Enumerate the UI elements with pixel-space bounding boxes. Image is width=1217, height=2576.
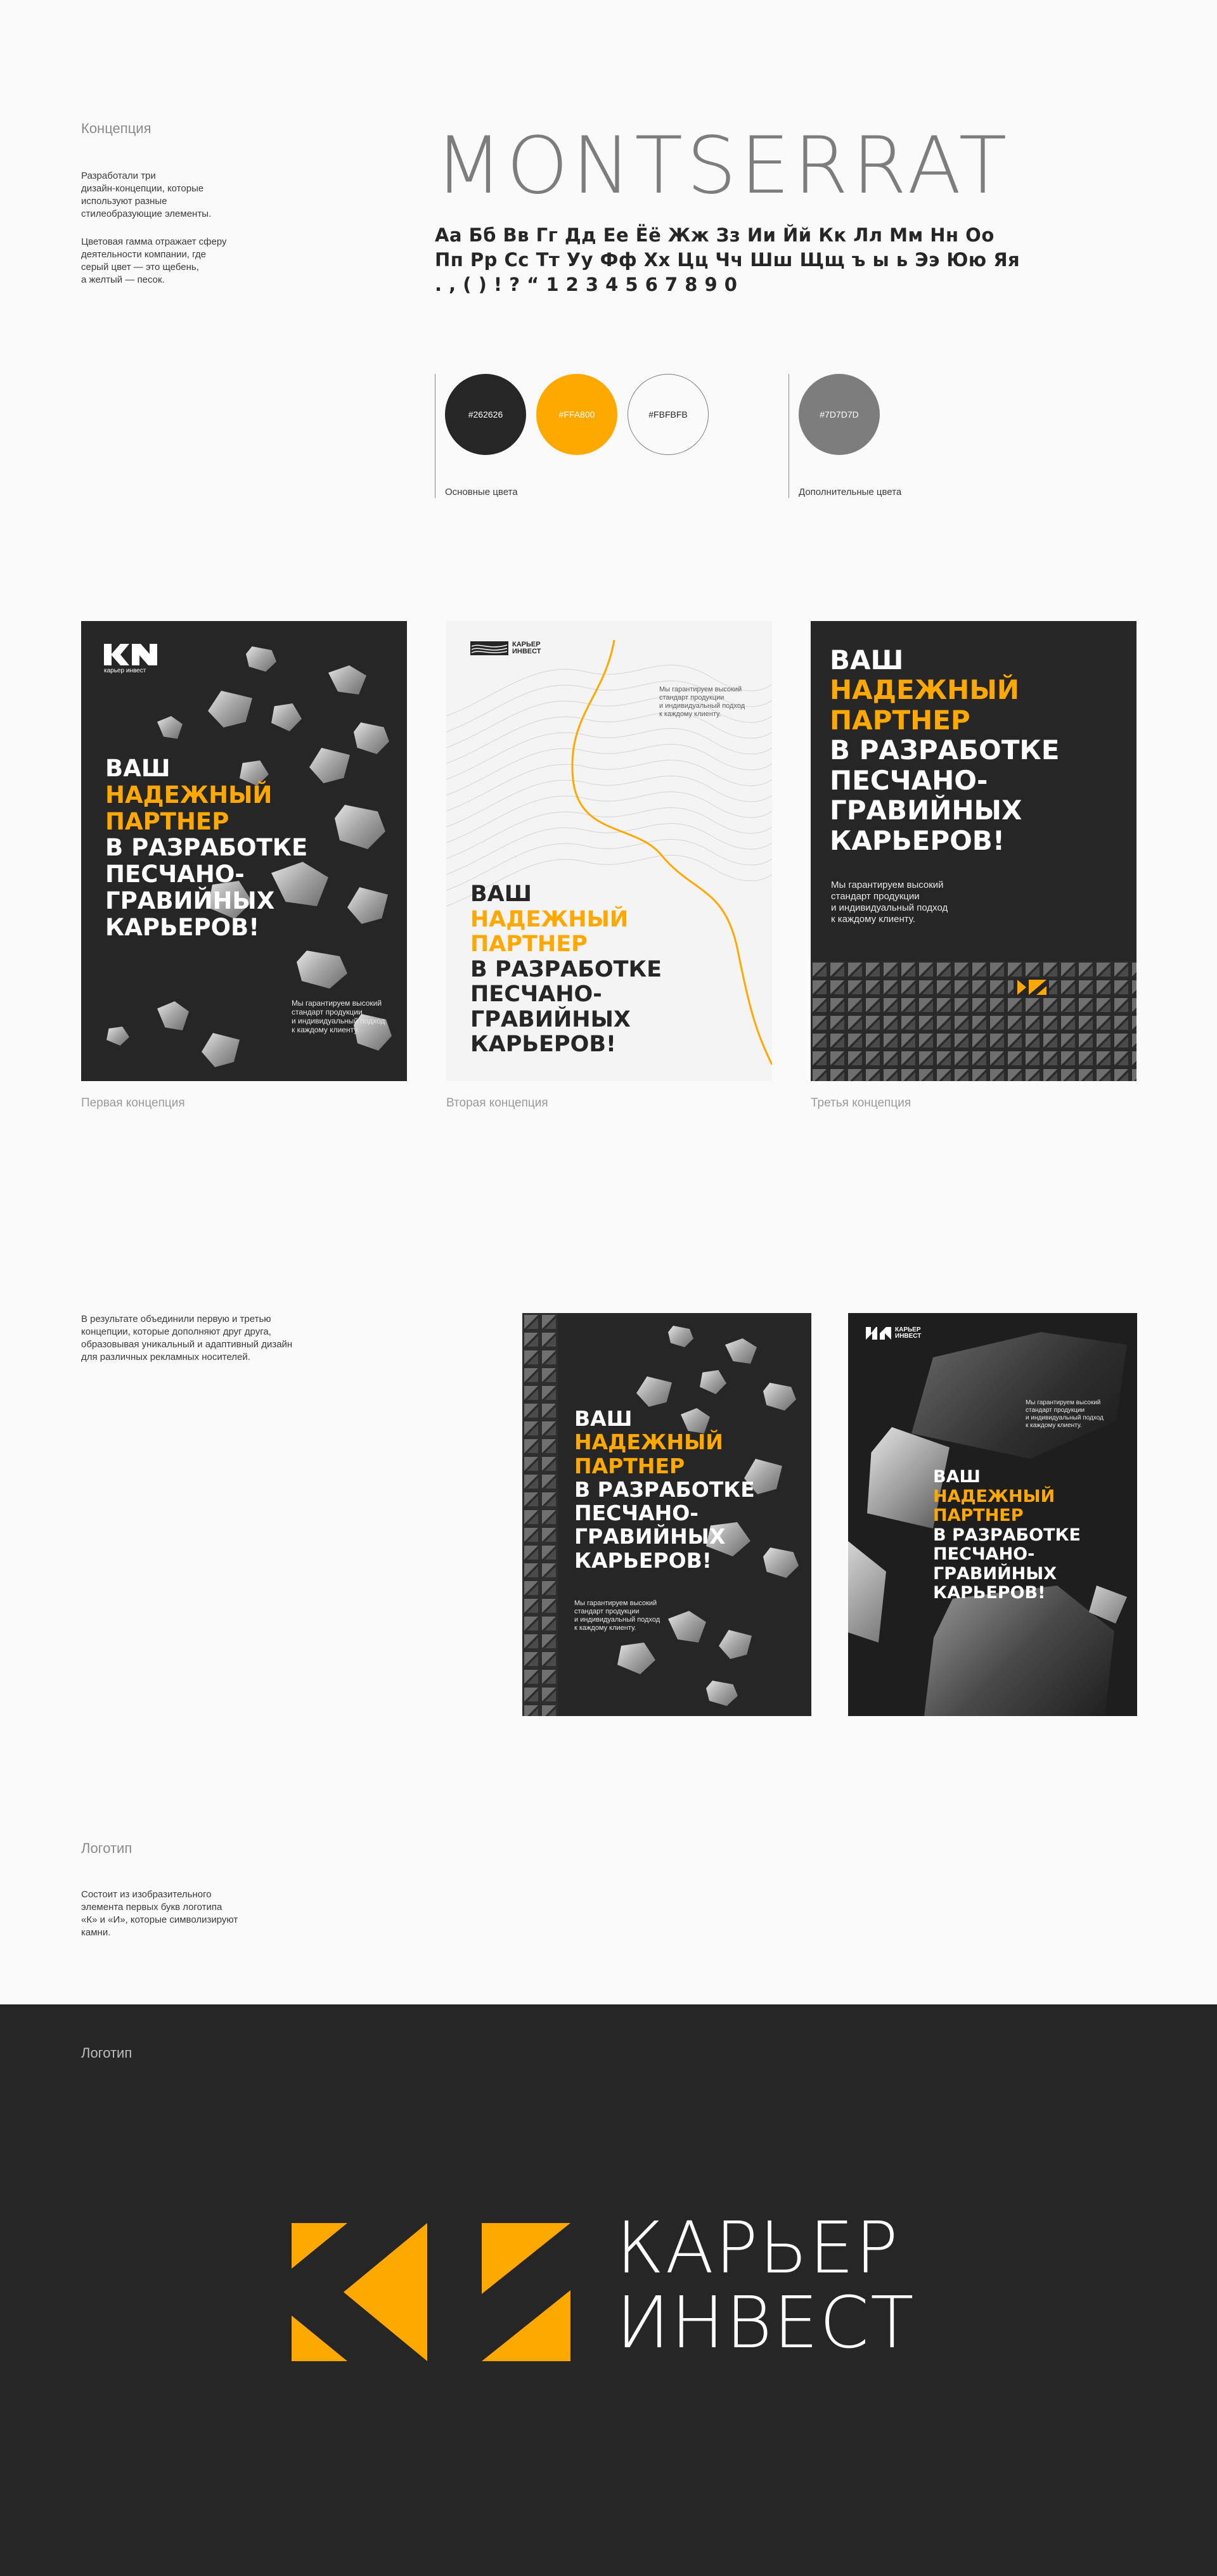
logo-mark-icon xyxy=(104,644,157,665)
rock-image xyxy=(271,703,302,731)
rock-image xyxy=(700,1370,726,1394)
concept-paragraph-1: Разработали три дизайн-концепции, которые используют разные стилеобразующие элементы. xyxy=(81,170,212,219)
rock-image xyxy=(202,1033,240,1067)
poster-headline: ВАШ НАДЕЖНЫЙ ПАРТНЕР В РАЗРАБОТКЕ ПЕСЧАНО- ГРАВИЙНЫХ КАРЬЕРОВ! xyxy=(830,644,1060,856)
poster-combined-2 xyxy=(848,1313,1137,1716)
rock-image xyxy=(354,722,389,754)
logo-section xyxy=(0,2004,1217,2576)
main-colors-caption: Основные цвета xyxy=(445,487,518,497)
logo-intro-title: Логотип xyxy=(81,1840,132,1856)
rock-image xyxy=(848,1541,886,1643)
rock-image xyxy=(208,691,252,727)
logo-section-title: Логотип xyxy=(81,2045,132,2061)
concept-caption-2: Вторая концепция xyxy=(446,1096,548,1110)
rock-image xyxy=(335,805,385,849)
poster-combined-1 xyxy=(522,1313,811,1716)
concept-section xyxy=(0,0,1217,621)
poster-subtext: Мы гарантируем высокий стандарт продукции и индивидуальный подход к каждому клиенту. xyxy=(574,1599,660,1632)
color-swatch-light: #FBFBFB xyxy=(628,374,709,455)
rock-image xyxy=(636,1376,672,1407)
poster-headline: ВАШ НАДЕЖНЫЙ ПАРТНЕР В РАЗРАБОТКЕ ПЕСЧАНО- ГРАВИЙНЫХ КАРЬЕРОВ! xyxy=(105,755,308,941)
poster-concept-3 xyxy=(811,621,1137,1081)
poster-concept-1 xyxy=(81,621,407,1081)
concept-title: Концепция xyxy=(81,120,151,136)
logo-intro-text: Состоит из изобразительного элемента первых букв логотипа «К» и «И», которые символизируют камни. xyxy=(81,1889,238,1938)
triangle-pattern-graphic xyxy=(811,961,1137,1081)
poster-subtext: Мы гарантируем высокий стандарт продукции и индивидуальный подход к каждому клиенту. xyxy=(1026,1399,1104,1429)
logo-symbol-icon xyxy=(292,2223,570,2361)
logo-waves-icon xyxy=(470,641,508,655)
rock-image xyxy=(328,665,366,695)
rock-image xyxy=(246,646,276,672)
color-swatch-dark: #262626 xyxy=(445,374,526,455)
rock-image xyxy=(617,1643,655,1674)
rock-image xyxy=(668,1326,693,1347)
rock-image xyxy=(924,1586,1114,1716)
rock-image xyxy=(309,748,350,783)
color-swatch-orange: #FFA800 xyxy=(536,374,617,455)
result-text: В результате объединили первую и третью концепции, которые дополняют друг друга, образовывая уникальный и адаптивный дизайн для различных рекламных носителей. xyxy=(81,1314,293,1362)
poster-subtext: Мы гарантируем высокий стандарт продукции и индивидуальный подход к каждому клиенту. xyxy=(659,686,745,718)
concept-caption-1: Первая концепция xyxy=(81,1096,185,1110)
concept-caption-3: Третья концепция xyxy=(811,1096,911,1110)
concept-paragraph-2: Цветовая гамма отражает сферу деятельности компании, где серый цвет — это щебень, а желтый — песок. xyxy=(81,236,227,285)
font-alphabet: Аа Бб Вв Гг Дд Ее Ёё Жж Зз Ии Йй Кк Лл Мм Нн Оо Пп Рр Сс Тт Уу Фф Хх Цц Чч Шш Щщ ъ ы ь Ээ Юю Яя . , ( ) ! ? “ 1 2 3 4 5 6 7 8 9 0 xyxy=(435,224,1021,295)
rock-image xyxy=(157,1001,189,1030)
logo-mark-icon xyxy=(866,1327,891,1340)
poster-subtext: Мы гарантируем высокий стандарт продукции и индивидуальный подход к каждому клиенту. xyxy=(831,880,948,925)
logo-wordmark: КАРЬЕР ИНВЕСТ xyxy=(616,2207,915,2364)
poster-concept-2 xyxy=(446,621,772,1081)
poster-headline: ВАШ НАДЕЖНЫЙ ПАРТНЕР В РАЗРАБОТКЕ ПЕСЧАНО- ГРАВИЙНЫХ КАРЬЕРОВ! xyxy=(933,1467,1081,1603)
extra-colors-caption: Дополнительные цвета xyxy=(799,487,902,497)
rock-image xyxy=(347,887,388,924)
rock-image xyxy=(706,1681,738,1706)
font-name: MONTSERRAT xyxy=(435,120,1011,212)
side-triangle-pattern-graphic xyxy=(522,1313,558,1716)
rock-image xyxy=(719,1630,752,1659)
rock-image xyxy=(763,1548,799,1578)
rock-image xyxy=(763,1383,796,1411)
rock-image xyxy=(297,951,347,989)
poster-headline: ВАШ НАДЕЖНЫЙ ПАРТНЕР В РАЗРАБОТКЕ ПЕСЧАНО- ГРАВИЙНЫХ КАРЬЕРОВ! xyxy=(574,1406,755,1573)
poster-subtext: Мы гарантируем высокий стандарт продукции и индивидуальный подход к каждому клиенту. xyxy=(292,999,385,1034)
poster-logo: КАРЬЕР ИНВЕСТ xyxy=(470,641,541,655)
color-swatch-gray: #7D7D7D xyxy=(799,374,880,455)
rock-image xyxy=(725,1338,757,1364)
poster-headline: ВАШ НАДЕЖНЫЙ ПАРТНЕР В РАЗРАБОТКЕ ПЕСЧАНО- ГРАВИЙНЫХ КАРЬЕРОВ! xyxy=(470,881,662,1058)
rock-image xyxy=(911,1332,1127,1459)
rock-image xyxy=(157,716,183,739)
rock-image xyxy=(106,1027,129,1046)
poster-logo: КАРЬЕР ИНВЕСТ xyxy=(866,1327,921,1340)
rock-image xyxy=(668,1611,706,1643)
poster-logo: карьер инвест xyxy=(104,644,157,674)
